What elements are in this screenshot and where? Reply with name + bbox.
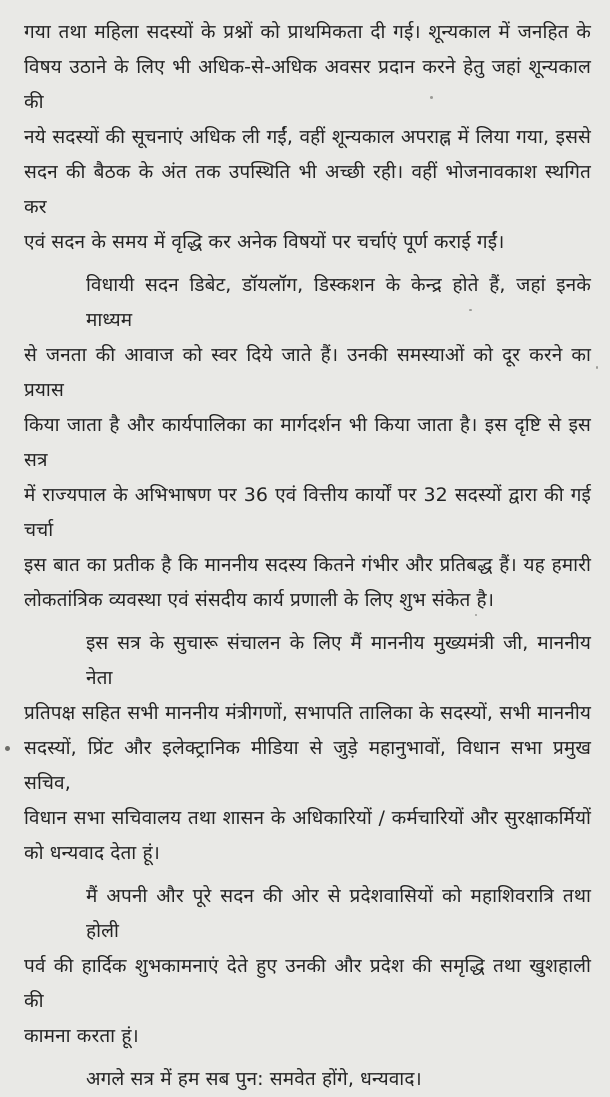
text-line: किया जाता है और कार्यपालिका का मार्गदर्शन भी किया जाता है। इस दृष्टि से इस सत्र bbox=[24, 414, 591, 471]
text-line: लोकतांत्रिक व्यवस्था एवं संसदीय कार्य प्रणाली के लिए शुभ संकेत है। bbox=[24, 589, 495, 611]
text-line: मैं अपनी और पूरे सदन की ओर से प्रदेशवासियों को महाशिवरात्रि तथा होली bbox=[86, 885, 591, 942]
paragraph-3 bbox=[24, 626, 591, 871]
paragraph-4 bbox=[24, 879, 591, 1054]
text-line: में राज्यपाल के अभिभाषण पर 36 एवं वित्तीय कार्यों पर 32 सदस्यों द्वारा की गई चर्चा bbox=[24, 484, 591, 541]
text-line: नये सदस्यों की सूचनाएं अधिक ली गईं, वहीं शून्यकाल अपराह्न में लिया गया, इससे bbox=[24, 126, 591, 148]
text-line: विधायी सदन डिबेट, डॉयलॉग, डिस्कशन के केन्द्र होते हैं, जहां इनके माध्यम bbox=[86, 274, 591, 331]
scan-speck bbox=[430, 96, 433, 99]
text-line: कामना करता हूं। bbox=[24, 1025, 139, 1047]
text-line: एवं सदन के समय में वृद्धि कर अनेक विषयों पर चर्चाएं पूर्ण कराई गईं। bbox=[24, 231, 505, 253]
text-line: को धन्यवाद देता हूं। bbox=[24, 842, 160, 864]
scan-speck bbox=[596, 366, 598, 369]
scan-speck bbox=[5, 746, 10, 751]
text-line: विधान सभा सचिवालय तथा शासन के अधिकारियों / कर्मचारियों और सुरक्षाकर्मियों bbox=[24, 807, 591, 829]
text-line: सदन की बैठक के अंत तक उपस्थिति भी अच्छी रही। वहीं भोजनावकाश स्थगित कर bbox=[24, 161, 591, 218]
text-line: से जनता की आवाज को स्वर दिये जाते हैं। उनकी समस्याओं को दूर करने का प्रयास bbox=[24, 344, 591, 401]
text-line: पर्व की हार्दिक शुभकामनाएं देते हुए उनकी और प्रदेश की समृद्धि तथा खुशहाली की bbox=[24, 955, 591, 1012]
paragraph-5 bbox=[24, 1062, 591, 1097]
text-line: गया तथा महिला सदस्यों के प्रश्नों को प्राथमिकता दी गई। शून्यकाल में जनहित के bbox=[24, 21, 591, 43]
text-line: विषय उठाने के लिए भी अधिक-से-अधिक अवसर प्रदान करने हेतु जहां शून्यकाल की bbox=[24, 56, 591, 113]
paragraph-2 bbox=[24, 268, 591, 618]
text-line: इस बात का प्रतीक है कि माननीय सदस्य कितने गंभीर और प्रतिबद्ध हैं। यह हमारी bbox=[24, 554, 591, 576]
text-line: सदस्यों, प्रिंट और इलेक्ट्रानिक मीडिया से जुड़े महानुभावों, विधान सभा प्रमुख सचिव, bbox=[24, 737, 591, 794]
scan-speck bbox=[469, 309, 472, 311]
text-line: प्रतिपक्ष सहित सभी माननीय मंत्रीगणों, सभापति तालिका के सदस्यों, सभी माननीय bbox=[24, 702, 591, 724]
text-line: इस सत्र के सुचारू संचालन के लिए मैं माननीय मुख्यमंत्री जी, माननीय नेता bbox=[86, 632, 591, 689]
scan-speck bbox=[475, 614, 477, 616]
text-line: अगले सत्र में हम सब पुन: समवेत होंगे, धन्यवाद। bbox=[86, 1068, 422, 1090]
paragraph-1 bbox=[24, 15, 591, 260]
